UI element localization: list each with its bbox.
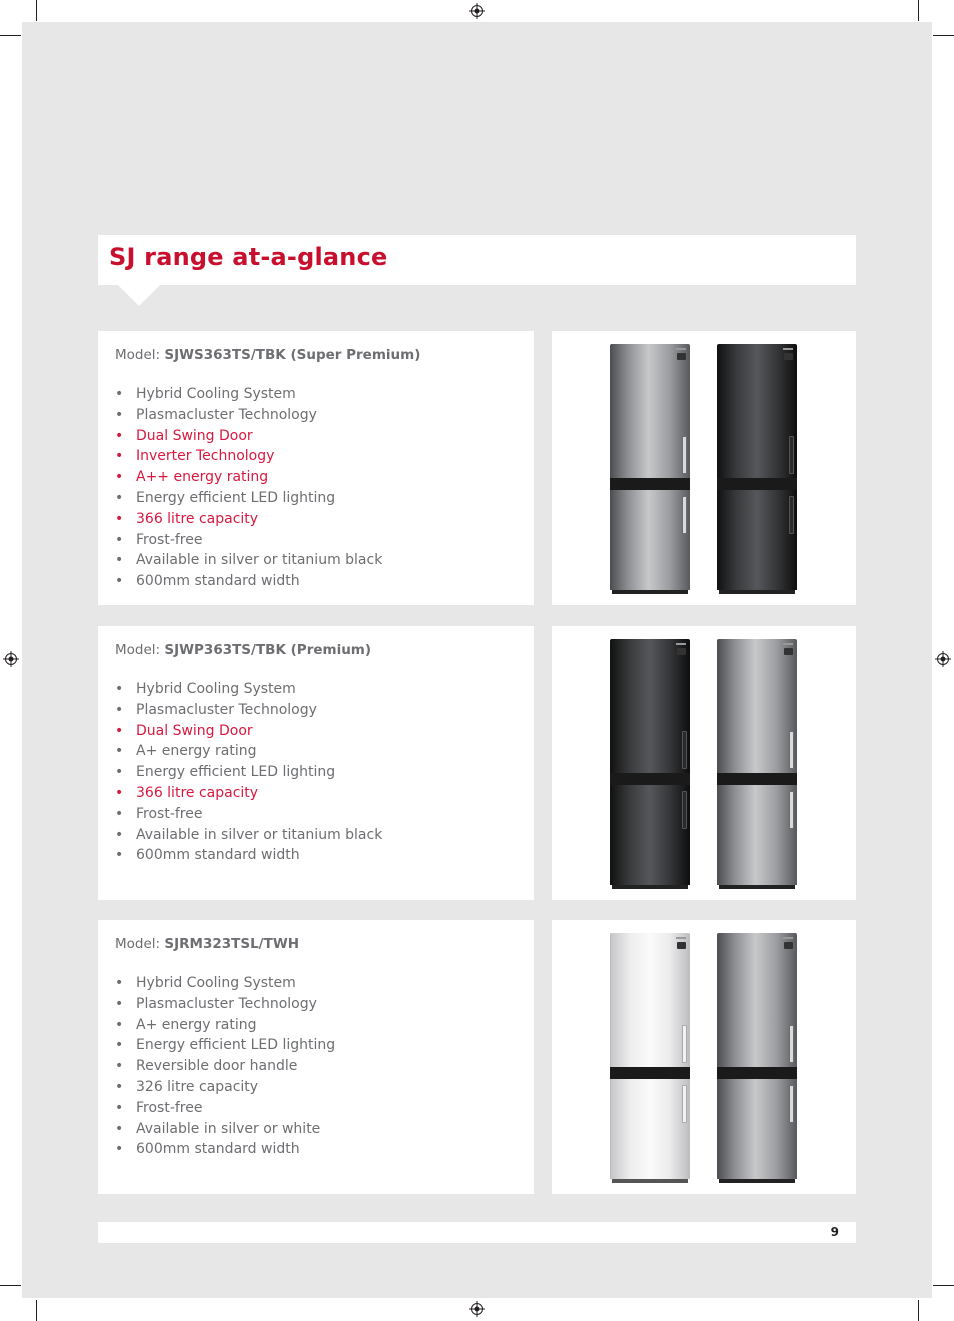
crop-mark — [918, 0, 919, 21]
fridge-handle-l — [682, 496, 687, 534]
fridge-handle-l — [789, 496, 794, 534]
bullet-icon: • — [115, 510, 124, 527]
feature-item — [115, 1035, 335, 1056]
bullet-icon: • — [115, 1078, 124, 1095]
feature-item — [115, 1098, 335, 1119]
feature-list — [115, 384, 382, 592]
fridge-lower — [610, 1079, 690, 1179]
feature-text: Reversible door handle — [136, 1058, 298, 1075]
feature-text: A+ energy rating — [136, 743, 257, 760]
title-bar — [98, 235, 856, 285]
feature-item — [115, 550, 382, 571]
feature-text: Dual Swing Door — [136, 427, 253, 444]
fridge-upper — [610, 933, 690, 1067]
feature-item — [115, 509, 382, 530]
fridge-handle-l — [789, 1085, 794, 1123]
feature-text: Available in silver or titanium black — [136, 826, 383, 843]
bullet-icon: • — [115, 1058, 124, 1075]
bullet-icon: • — [115, 1099, 124, 1116]
feature-text: Frost-free — [136, 531, 203, 548]
feature-item — [115, 384, 382, 405]
bullet-icon: • — [115, 995, 124, 1012]
bullet-icon: • — [115, 448, 124, 465]
feature-item — [115, 488, 382, 509]
feature-text: A+ energy rating — [136, 1016, 257, 1033]
bullet-icon: • — [115, 1037, 124, 1054]
product-card — [98, 920, 534, 1194]
fridge-foot — [612, 885, 688, 889]
fridge-handle-u — [682, 1025, 687, 1063]
feature-item — [115, 467, 382, 488]
feature-text: Inverter Technology — [136, 448, 275, 465]
feature-item — [115, 700, 382, 721]
feature-text: 600mm standard width — [136, 847, 300, 864]
fridge-foot — [612, 1179, 688, 1183]
bullet-icon: • — [115, 1141, 124, 1158]
fridge-band — [610, 773, 690, 785]
feature-item — [115, 1077, 335, 1098]
model-name: SJRM323TSL/TWH — [164, 936, 300, 952]
bullet-icon: • — [115, 552, 124, 569]
fridge-badge — [784, 942, 793, 949]
registration-mark-icon — [469, 1301, 485, 1317]
bullet-icon: • — [115, 489, 124, 506]
model-line — [115, 347, 420, 363]
crop-mark — [933, 35, 954, 36]
silver-fridge — [610, 344, 690, 594]
feature-item — [115, 741, 382, 762]
registration-mark-icon — [935, 651, 951, 667]
feature-text: 366 litre capacity — [136, 510, 259, 527]
crop-mark — [36, 0, 37, 21]
feature-text: Available in silver or white — [136, 1120, 321, 1137]
fridge-badge — [677, 648, 686, 655]
fridge-logo — [783, 643, 793, 645]
model-label: Model: — [115, 936, 161, 952]
bullet-icon: • — [115, 805, 124, 822]
bullet-icon: • — [115, 1120, 124, 1137]
fridge-lower — [610, 785, 690, 885]
feature-item — [115, 804, 382, 825]
feature-item — [115, 845, 382, 866]
feature-text: Available in silver or titanium black — [136, 552, 383, 569]
bullet-icon: • — [115, 764, 124, 781]
feature-item — [115, 1119, 335, 1140]
registration-mark-icon — [3, 651, 19, 667]
fridge-upper — [610, 344, 690, 478]
feature-item — [115, 1139, 335, 1160]
bullet-icon: • — [115, 427, 124, 444]
bullet-icon: • — [115, 469, 124, 486]
fridge-logo — [676, 643, 686, 645]
page-title: SJ range at-a-glance — [109, 243, 388, 271]
bullet-icon: • — [115, 386, 124, 402]
feature-item — [115, 446, 382, 467]
crop-mark — [918, 1300, 919, 1321]
fridge-badge — [784, 353, 793, 360]
fridge-lower — [717, 490, 797, 590]
fridge-band — [717, 1067, 797, 1079]
bullet-icon: • — [115, 826, 124, 843]
footer-bar — [98, 1222, 856, 1243]
product-image — [552, 331, 856, 605]
feature-text: Dual Swing Door — [136, 722, 253, 739]
fridge-band — [717, 773, 797, 785]
fridge-handle-u — [789, 436, 794, 474]
product-image — [552, 626, 856, 900]
fridge-badge — [784, 648, 793, 655]
feature-text: Plasmacluster Technology — [136, 995, 317, 1012]
bullet-icon: • — [115, 784, 124, 801]
fridge-handle-l — [789, 791, 794, 829]
feature-item — [115, 994, 335, 1015]
product-card — [98, 626, 534, 900]
fridge-foot — [719, 885, 795, 889]
feature-item — [115, 679, 382, 700]
silver-fridge — [717, 639, 797, 889]
bullet-icon: • — [115, 1016, 124, 1033]
feature-item — [115, 973, 335, 994]
model-name: SJWS363TS/TBK (Super Premium) — [164, 347, 421, 363]
model-name: SJWP363TS/TBK (Premium) — [164, 642, 372, 658]
feature-item — [115, 825, 382, 846]
feature-text: Hybrid Cooling System — [136, 681, 296, 697]
feature-list — [115, 679, 382, 866]
model-label: Model: — [115, 347, 161, 363]
crop-mark — [36, 1300, 37, 1321]
feature-list — [115, 973, 335, 1160]
feature-text: Plasmacluster Technology — [136, 406, 317, 423]
black-fridge — [717, 344, 797, 594]
fridge-upper — [610, 639, 690, 773]
fridge-handle-u — [789, 1025, 794, 1063]
silver-fridge — [717, 933, 797, 1183]
fridge-handle-l — [682, 791, 687, 829]
white-fridge — [610, 933, 690, 1183]
page-number: 9 — [830, 1225, 839, 1239]
registration-mark-icon — [469, 3, 485, 19]
crop-mark — [0, 35, 21, 36]
feature-text: Frost-free — [136, 805, 203, 822]
fridge-logo — [783, 937, 793, 939]
feature-text: Energy efficient LED lighting — [136, 764, 336, 781]
feature-item — [115, 426, 382, 447]
bullet-icon: • — [115, 531, 124, 548]
model-label: Model: — [115, 642, 161, 658]
fridge-handle-u — [789, 731, 794, 769]
bullet-icon: • — [115, 743, 124, 760]
fridge-upper — [717, 344, 797, 478]
fridge-logo — [783, 348, 793, 350]
fridge-handle-u — [682, 731, 687, 769]
bullet-icon: • — [115, 847, 124, 864]
feature-text: Energy efficient LED lighting — [136, 1037, 336, 1054]
product-card — [98, 331, 534, 605]
feature-text: Plasmacluster Technology — [136, 701, 317, 718]
bullet-icon: • — [115, 573, 124, 590]
feature-item — [115, 1015, 335, 1036]
feature-text: A++ energy rating — [136, 469, 269, 486]
fridge-logo — [676, 937, 686, 939]
model-line — [115, 642, 371, 658]
fridge-upper — [717, 933, 797, 1067]
fridge-badge — [677, 942, 686, 949]
fridge-logo — [676, 348, 686, 350]
fridge-foot — [719, 590, 795, 594]
product-image — [552, 920, 856, 1194]
black-fridge — [610, 639, 690, 889]
fridge-band — [610, 478, 690, 490]
feature-text: 366 litre capacity — [136, 784, 259, 801]
feature-text: 600mm standard width — [136, 573, 300, 590]
fridge-badge — [677, 353, 686, 360]
crop-mark — [0, 1285, 21, 1286]
bullet-icon: • — [115, 406, 124, 423]
fridge-band — [717, 478, 797, 490]
bullet-icon: • — [115, 975, 124, 991]
bullet-icon: • — [115, 681, 124, 697]
feature-text: Energy efficient LED lighting — [136, 489, 336, 506]
bullet-icon: • — [115, 701, 124, 718]
fridge-handle-u — [682, 436, 687, 474]
fridge-lower — [717, 1079, 797, 1179]
bullet-icon: • — [115, 722, 124, 739]
feature-item — [115, 530, 382, 551]
feature-text: Hybrid Cooling System — [136, 386, 296, 402]
feature-text: 326 litre capacity — [136, 1078, 259, 1095]
fridge-band — [610, 1067, 690, 1079]
feature-item — [115, 783, 382, 804]
feature-text: Hybrid Cooling System — [136, 975, 296, 991]
fridge-foot — [719, 1179, 795, 1183]
feature-item — [115, 571, 382, 592]
feature-text: 600mm standard width — [136, 1141, 300, 1158]
fridge-lower — [717, 785, 797, 885]
fridge-upper — [717, 639, 797, 773]
feature-item — [115, 405, 382, 426]
feature-text: Frost-free — [136, 1099, 203, 1116]
feature-item — [115, 762, 382, 783]
model-line — [115, 936, 299, 952]
fridge-lower — [610, 490, 690, 590]
feature-item — [115, 721, 382, 742]
fridge-foot — [612, 590, 688, 594]
feature-item — [115, 1056, 335, 1077]
fridge-handle-l — [682, 1085, 687, 1123]
crop-mark — [933, 1285, 954, 1286]
title-pointer — [118, 285, 160, 306]
